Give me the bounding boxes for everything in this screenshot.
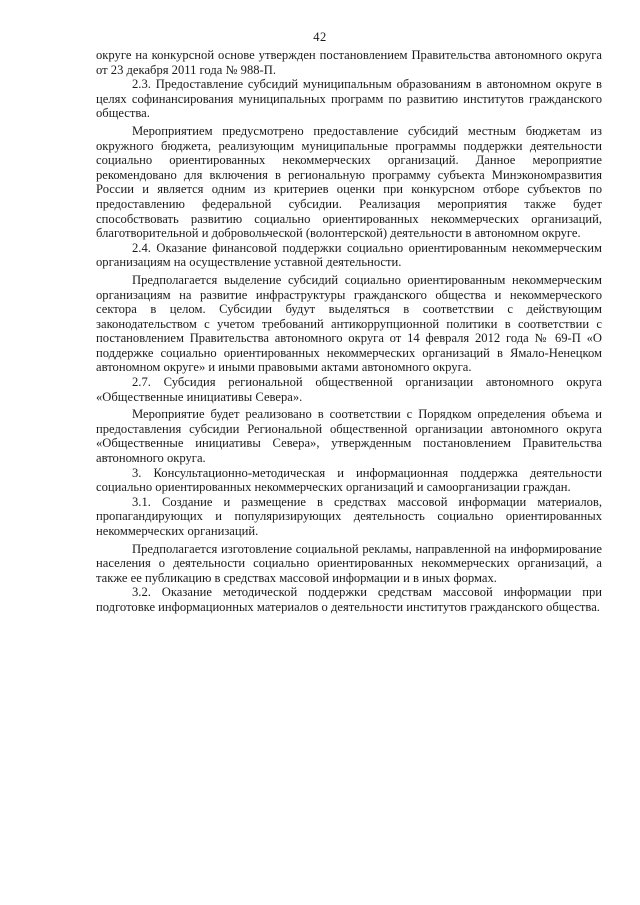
paragraph: 3. Консультационно-методическая и информационная поддержка деятельности социально ориентированных некоммерческих организаций и самоорганизации граждан.	[96, 465, 602, 495]
paragraph: 3.1. Создание и размещение в средствах массовой информации материалов, пропагандирующих и популяризирующих деятельность социально ориентированных некоммерческих организаций.	[96, 494, 602, 538]
paragraph: Предполагается изготовление социальной рекламы, направленной на информирование населения о деятельности социально ориентированных некоммерческих организаций, а также ее публикацию в средствах массовой информации и в иных формах.	[96, 541, 602, 585]
paragraph: Мероприятием предусмотрено предоставление субсидий местным бюджетам из окружного бюджета, реализующим муниципальные программы поддержки деятельности социально ориентированных некоммерческих организаций. Данное мероприятие рекомендовано для включения в региональную программу субъекта Минэкономразвития России и является одним из критериев оценки при конкурсном отборе субъектов по предоставлению федеральной субсидии. Реализация мероприятия также будет способствовать развитию социально ориентированных некоммерческих организаций, благотворительной и добровольческой (волонтерской) деятельности в автономном округе.	[96, 123, 602, 241]
paragraph: Предполагается выделение субсидий социально ориентированным некоммерческим организациям на развитие инфраструктуры гражданского общества и некоммерческого сектора в целом. Субсидии будут выделяться в соответствии с действующим законодательством с учетом требований антикоррупционной политики в соответствии с постановлением Правительства автономного округа от 14 февраля 2012 года № 69-П «О поддержке социально ориентированных некоммерческих организаций в Ямало-Ненецком автономном округе» и иными правовыми актами автономного округа.	[96, 272, 602, 375]
paragraph: округе на конкурсной основе утвержден постановлением Правительства автономного округа от 23 декабря 2011 года № 988-П.	[96, 48, 602, 77]
paragraph: 2.7. Субсидия региональной общественной организации автономного округа «Общественные инициативы Севера».	[96, 375, 602, 404]
paragraph: Мероприятие будет реализовано в соответствии с Порядком определения объема и предоставления субсидии Региональной общественной организации автономного округа «Общественные инициативы Севера», утвержденным постановлением Правительства автономного округа.	[96, 407, 602, 466]
paragraph: 2.3. Предоставление субсидий муниципальным образованиям в автономном округе в целях софинансирования муниципальных программ по развитию институтов гражданского общества.	[96, 77, 602, 121]
paragraph: 3.2. Оказание методической поддержки средствам массовой информации при подготовке информационных материалов о деятельности институтов гражданского общества.	[96, 585, 602, 614]
paragraph: 2.4. Оказание финансовой поддержки социально ориентированным некоммерческим организациям на осуществление уставной деятельности.	[96, 240, 602, 270]
page-number: 42	[313, 30, 327, 44]
document-body	[96, 48, 602, 615]
